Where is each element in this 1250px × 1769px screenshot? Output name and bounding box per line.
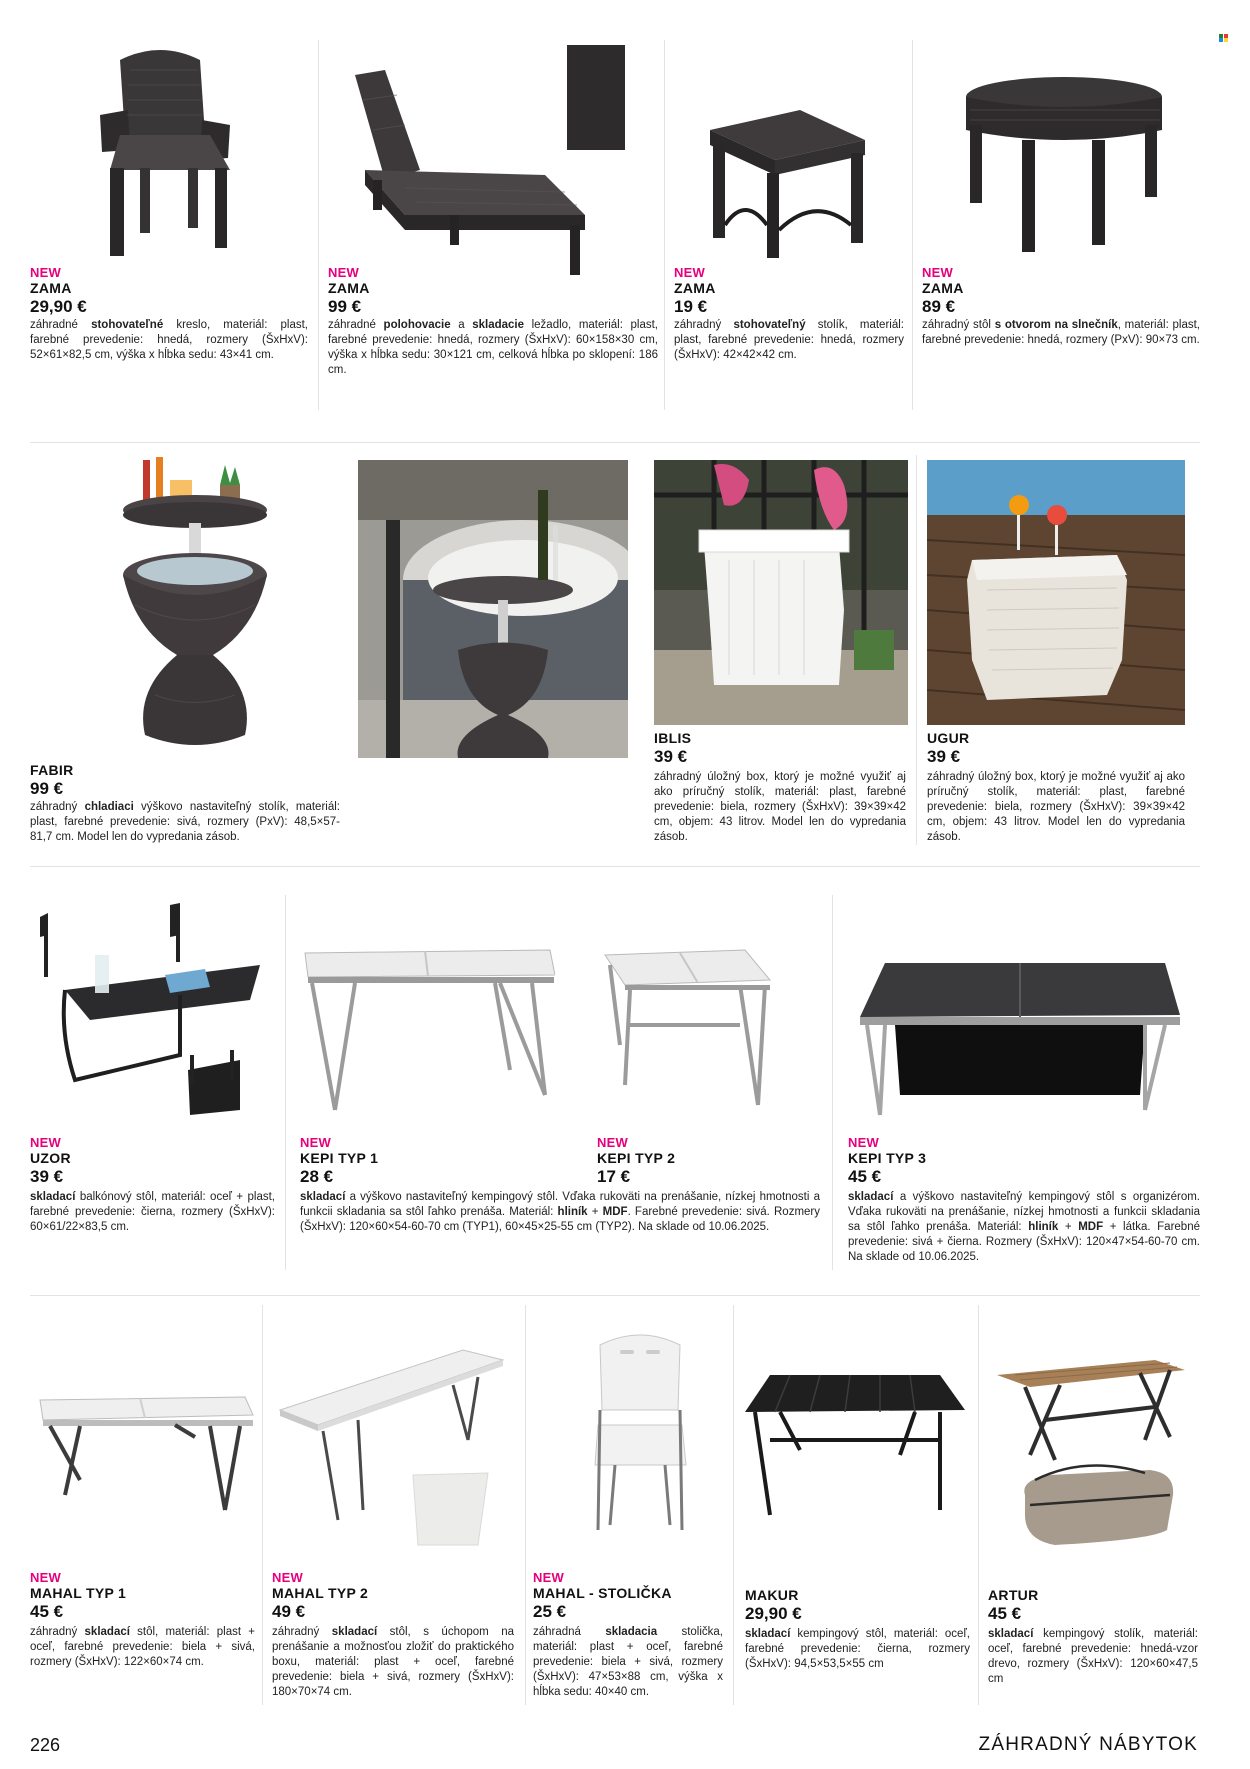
product-description: záhradný skladací stôl, s úchopom na prenášanie a možnosťou zložiť do praktického boxu, materiál: plast + oceľ, farebné prevedenie: biela + sivá, rozmery (ŠxHxV): 180×70×74 cm.: [272, 1626, 514, 1698]
divider: [912, 40, 913, 410]
product-image-ugur: [927, 460, 1185, 725]
product-name: UZOR: [30, 1150, 71, 1166]
divider: [832, 895, 833, 1270]
product-name: IBLIS: [654, 730, 692, 746]
side-table-icon: [705, 105, 870, 260]
product-price: 28 €: [300, 1167, 334, 1186]
divider: [664, 40, 665, 410]
balcony-table-icon: [30, 895, 265, 1120]
new-badge: NEW: [328, 265, 359, 280]
product-image-zama-round-table: [962, 75, 1167, 255]
new-badge: NEW: [533, 1570, 564, 1585]
new-badge: NEW: [300, 1135, 331, 1150]
product-image-uzor: [30, 895, 265, 1120]
new-badge: NEW: [848, 1135, 879, 1150]
new-badge: NEW: [922, 265, 953, 280]
new-badge: NEW: [30, 1135, 61, 1150]
camping-table-icon: [600, 945, 775, 1110]
product-price: 39 €: [30, 1167, 64, 1186]
product-image-fabir-scene: [358, 460, 628, 758]
row-divider: [30, 866, 1200, 867]
cooler-table-icon: [115, 455, 275, 760]
product-price: 45 €: [848, 1167, 882, 1186]
product-image-artur: [995, 1355, 1190, 1565]
divider: [916, 455, 917, 845]
new-badge: NEW: [272, 1570, 303, 1585]
product-name: ZAMA: [922, 280, 964, 296]
section-title: ZÁHRADNÝ NÁBYTOK: [978, 1734, 1198, 1755]
product-price: 49 €: [272, 1602, 306, 1621]
product-description: záhradné polohovacie a skladacie ležadlo, materiál: plast, farebné prevedenie: hnedá, rozmery (ŠxHxV): 60×158×30 cm, výška x hĺbka sedu: 30×121 cm, celková hĺbka po sklopení: 186 cm.: [328, 319, 658, 376]
product-description: skladací a výškovo nastaviteľný kempingový stôl s organizérom. Vďaka rukoväti na prenášanie, nízkej hmotnosti a funkcii skladania sa stôl ľahko prenáša. Materiál: hliník + MDF + látka. Farebné prevedenie: sivá + čierna. Rozmery (ŠxHxV): 120×47×54-60-70 cm. Na sklade od 10.06.2025.: [848, 1191, 1200, 1263]
product-price: 29,90 €: [30, 297, 87, 316]
product-price: 89 €: [922, 297, 956, 316]
folding-table-icon: [35, 1385, 255, 1515]
divider: [978, 1305, 979, 1705]
product-image-makur: [740, 1370, 970, 1520]
page-number: 226: [30, 1735, 61, 1755]
product-name: KEPI TYP 3: [848, 1150, 927, 1166]
product-image-mahal-typ1: [35, 1385, 255, 1515]
product-name: FABIR: [30, 762, 74, 778]
product-name: MAHAL - STOLIČKA: [533, 1585, 672, 1601]
product-price: 25 €: [533, 1602, 567, 1621]
camping-table-icon: [300, 945, 555, 1115]
product-name: MAKUR: [745, 1587, 799, 1603]
product-description: záhradný stôl s otvorom na slnečník, materiál: plast, farebné prevedenie: hnedá, rozmery (PxV): 90×73 cm.: [922, 319, 1200, 346]
new-badge: NEW: [30, 265, 61, 280]
product-description: záhradný úložný box, ktorý je možné využiť aj ako príručný stolík, materiál: plast, farebné prevedenie: biela, rozmery (ŠxHxV): 39×39×42 cm, objem: 43 litrov. Model len do vypredania zásob.: [927, 771, 1185, 843]
product-price: 17 €: [597, 1167, 631, 1186]
product-description: skladací kempingový stôl, materiál: oceľ, farebné prevedenie: čierna, rozmery (ŠxHxV): 94,5×53,5×55 cm: [745, 1628, 970, 1670]
product-price: 45 €: [30, 1602, 64, 1621]
product-price: 39 €: [927, 747, 961, 766]
product-image-fabir: [115, 455, 275, 760]
storage-box-icon: [927, 460, 1185, 725]
product-name: ZAMA: [328, 280, 370, 296]
wooden-camping-table-icon: [995, 1355, 1190, 1565]
storage-box-icon: [654, 460, 908, 725]
product-price: 45 €: [988, 1604, 1022, 1623]
round-table-icon: [962, 75, 1167, 255]
product-image-zama-chair: [80, 40, 250, 260]
product-price: 99 €: [30, 779, 64, 798]
new-badge: NEW: [30, 1570, 61, 1585]
folding-chair-icon: [590, 1325, 690, 1535]
product-description: záhradná skladacia stolička, materiál: plast + oceľ, farebné prevedenie: biela + sivá, rozmery (ŠxHxV): 47×53×88 cm, výška x hĺbka sedu: 40×40 cm.: [533, 1626, 723, 1698]
product-description: záhradné stohovateľné kreslo, materiál: plast, farebné prevedenie: hnedá, rozmery (ŠxHxV): 52×61×82,5 cm, výška x hĺbka sedu: 43×41 cm.: [30, 319, 308, 361]
product-price: 99 €: [328, 297, 362, 316]
product-image-kepi-typ2: [600, 945, 775, 1110]
product-name: ZAMA: [30, 280, 72, 296]
folding-table-icon: [278, 1345, 508, 1555]
product-image-zama-lounger: [345, 40, 635, 280]
new-badge: NEW: [597, 1135, 628, 1150]
product-description: záhradný chladiaci výškovo nastaviteľný stolík, materiál: plast, farebné prevedenie: sivá, rozmery (PxV): 48,5×57-81,7 cm. Model len do vypredania zásob.: [30, 801, 340, 843]
product-image-zama-side-table: [705, 105, 870, 260]
product-image-kepi-typ3: [855, 955, 1185, 1120]
sun-lounger-icon: [345, 40, 635, 280]
divider: [318, 40, 319, 410]
product-price: 19 €: [674, 297, 708, 316]
product-name: MAHAL TYP 1: [30, 1585, 127, 1601]
product-image-kepi-typ1: [300, 945, 555, 1115]
divider: [525, 1305, 526, 1705]
row-divider: [30, 1295, 1200, 1296]
camping-table-organizer-icon: [855, 955, 1185, 1120]
product-name: KEPI TYP 1: [300, 1150, 379, 1166]
divider: [733, 1305, 734, 1705]
product-image-mahal-typ2: [278, 1345, 508, 1555]
product-image-mahal-chair: [590, 1325, 690, 1535]
product-price: 29,90 €: [745, 1604, 802, 1623]
divider: [262, 1305, 263, 1705]
product-price: 39 €: [654, 747, 688, 766]
cooler-table-scene-icon: [358, 460, 628, 758]
product-name: UGUR: [927, 730, 970, 746]
new-badge: NEW: [674, 265, 705, 280]
product-image-iblis: [654, 460, 908, 725]
product-description: skladací a výškovo nastaviteľný kempingový stôl. Vďaka rukoväti na prenášanie, nízkej hmotnosti a funkcii skladania sa stôl ľahko prenáša. Materiál: hliník + MDF. Farebné prevedenie: sivá. Rozmery (ŠxHxV): 120×60×54-60-70 cm (TYP1), 60×45×25-55 cm (TYP2). Na sklade od 10.06.2025.: [300, 1191, 821, 1233]
product-name: MAHAL TYP 2: [272, 1585, 369, 1601]
product-description: skladací kempingový stolík, materiál: oceľ, farebné prevedenie: hnedá-vzor drevo, rozmery (ŠxHxV): 120×60×47,5 cm: [988, 1628, 1198, 1685]
product-description: záhradný skladací stôl, materiál: plast + oceľ, farebné prevedenie: biela + sivá, rozmery (ŠxHxV): 122×60×74 cm.: [30, 1626, 255, 1668]
product-description: záhradný stohovateľný stolík, materiál: plast, farebné prevedenie: hnedá, rozmery (ŠxHxV): 42×42×42 cm.: [674, 319, 904, 361]
divider: [285, 895, 286, 1270]
brand-logo-icon: [1219, 34, 1228, 42]
product-description: skladací balkónový stôl, materiál: oceľ + plast, farebné prevedenie: čierna, rozmery (ŠxHxV): 60×61/22×83,5 cm.: [30, 1191, 275, 1233]
row-divider: [30, 442, 1200, 443]
product-name: ARTUR: [988, 1587, 1039, 1603]
roll-table-icon: [740, 1370, 970, 1520]
product-name: ZAMA: [674, 280, 716, 296]
product-name: KEPI TYP 2: [597, 1150, 676, 1166]
product-description: záhradný úložný box, ktorý je možné využiť aj ako príručný stolík, materiál: plast, farebné prevedenie: biela, rozmery (ŠxHxV): 39×39×42 cm, objem: 43 litrov. Model len do vypredania zásob.: [654, 771, 906, 843]
garden-chair-icon: [80, 40, 250, 260]
